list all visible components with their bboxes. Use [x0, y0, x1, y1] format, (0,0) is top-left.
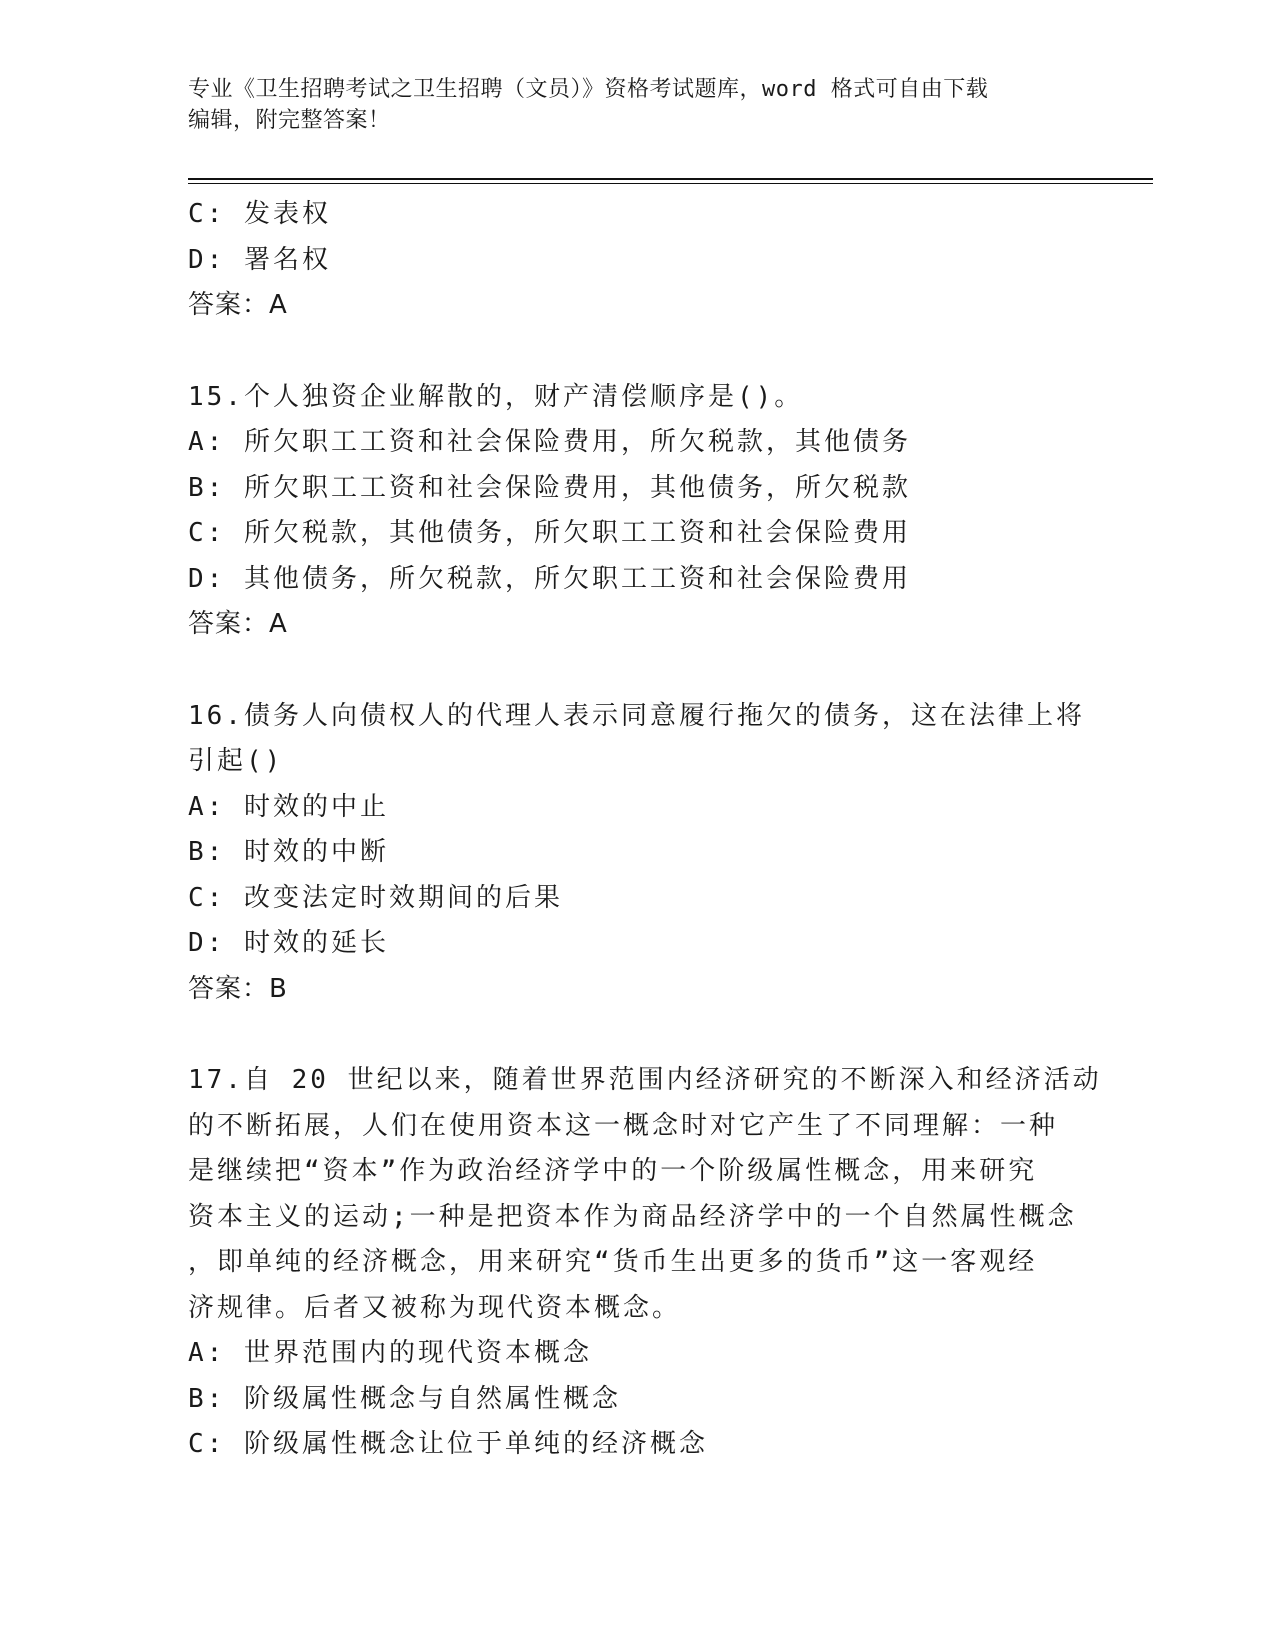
option-c: C: 发表权: [188, 199, 331, 229]
option-b: B: 阶级属性概念与自然属性概念: [188, 1383, 621, 1414]
header-divider-thick: [188, 178, 1153, 180]
question-text: [188, 1058, 1102, 1331]
question-15: [188, 375, 1088, 648]
question-list: [188, 192, 1102, 1468]
question-text-line: 的不断拓展，人们在使用资本这一概念时对它产生了不同理解：一种: [188, 1110, 1059, 1141]
option-d: D: 时效的延长: [188, 928, 389, 958]
header-divider-thin: [188, 183, 1153, 184]
question-text-line: 资本主义的运动;一种是把资本作为商品经济学中的一个自然属性概念: [188, 1201, 1077, 1232]
option-a: A: 时效的中止: [188, 791, 389, 822]
question-text-line: ，即单纯的经济概念，用来研究“货币生出更多的货币”这一客观经: [188, 1247, 1038, 1277]
question-14-fragment: [188, 192, 1088, 329]
question-text-line: 16.债务人向债权人的代理人表示同意履行拖欠的债务，这在法律上将: [188, 700, 1085, 731]
option-d: D: 其他债务，所欠税款，所欠职工工资和社会保险费用: [188, 563, 911, 594]
question-text: [188, 375, 1088, 421]
question-text-line: 引起(): [188, 746, 284, 776]
option-d: D: 署名权: [188, 244, 331, 275]
option-b: B: 所欠职工工资和社会保险费用，其他债务，所欠税款: [188, 472, 911, 503]
header-line-2: 编辑，附完整答案！: [188, 108, 391, 133]
question-17: [188, 1058, 1102, 1468]
question-text-line: 济规律。后者又被称为现代资本概念。: [188, 1292, 682, 1323]
option-c: C: 所欠税款，其他债务，所欠职工工资和社会保险费用: [188, 518, 911, 548]
question-text-line: 是继续把“资本”作为政治经济学中的一个阶级属性概念，用来研究: [188, 1156, 1038, 1186]
header-line-1: 专业《卫生招聘考试之卫生招聘（文员）》资格考试题库，word 格式可自由下载: [188, 77, 989, 102]
option-a: A: 所欠职工工资和社会保险费用，所欠税款，其他债务: [188, 427, 911, 457]
answer: 答案：B: [188, 973, 288, 1004]
question-text: [188, 694, 1088, 785]
answer: 答案：A: [188, 609, 288, 639]
question-text-line: 15.个人独资企业解散的，财产清偿顺序是()。: [188, 381, 804, 412]
option-b: B: 时效的中断: [188, 837, 389, 867]
option-a: A: 世界范围内的现代资本概念: [188, 1338, 592, 1368]
question-text-line: 17.自 20 世纪以来，随着世界范围内经济研究的不断深入和经济活动: [188, 1065, 1102, 1095]
page-header: [188, 74, 1088, 136]
option-c: C: 改变法定时效期间的后果: [188, 882, 563, 913]
answer: 答案：A: [188, 290, 288, 320]
question-16: [188, 694, 1088, 1013]
option-c: C: 阶级属性概念让位于单纯的经济概念: [188, 1429, 708, 1459]
